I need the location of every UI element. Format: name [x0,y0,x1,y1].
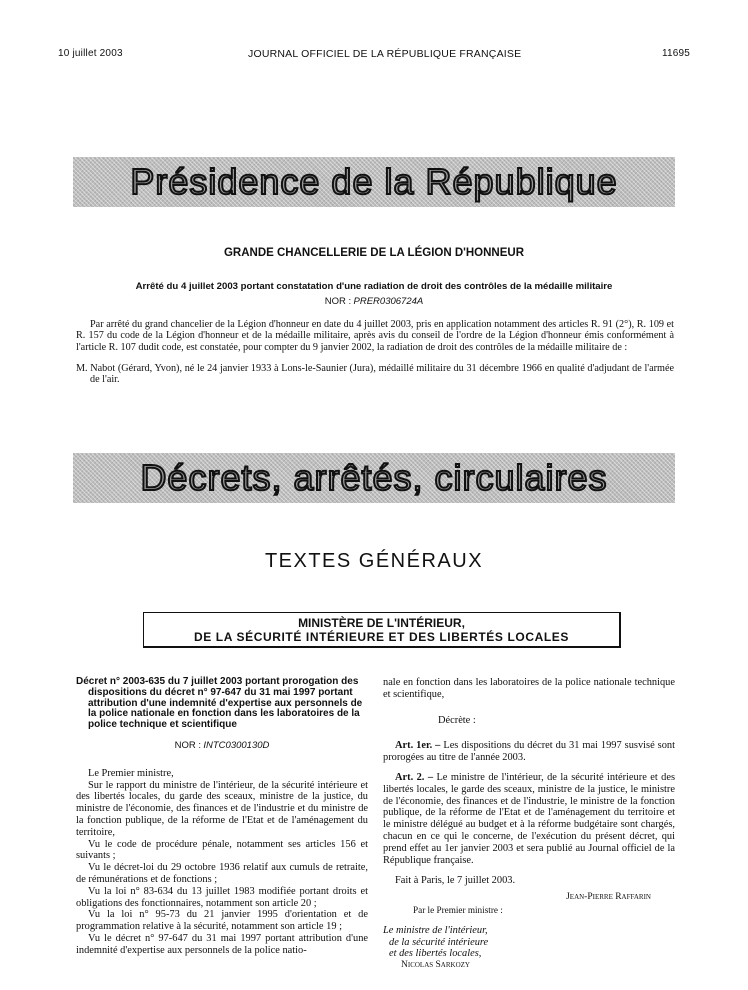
chancellerie-heading: GRANDE CHANCELLERIE DE LA LÉGION D'HONNEUR [223,247,525,259]
decret-nor [76,740,368,753]
arrete-body-person: M. Nabot (Gérard, Yvon), né le 24 janvier 1933 à Lons-le-Saunier (Jura), médaillé militaire du 31 décembre 1966 en qualité d'adjudant de l'armée de l'air. [76,363,674,386]
band-title-presidence: Présidence de la République [130,161,618,202]
article-1 [383,740,675,764]
par-le-premier-ministre: Par le Premier ministre : [413,904,503,915]
minister-title-line-1: Le ministre de l'intérieur, [383,924,488,936]
article-2-label: Art. 2. – [395,771,434,783]
arrete-title: Arrêté du 4 juillet 2003 portant constatation d'une radiation de droit des contrôles de la médaille militaire [135,281,613,292]
article-1-label: Art. 1er. – [395,740,441,752]
article-2-text: Le ministre de l'intérieur, de la sécurité intérieure et des libertés locales, le garde des sceaux, ministre de la justice, le ministre de l'économie, des finances et de l'industrie, le ministre de la fonction publique, de la réforme de l'Etat et de l'aménagement du territoire et le ministre délégué au budget et à la réforme budgétaire sont chargés, chacun en ce qui le concerne, de l'exécution du présent décret, qui prend effet au 1er janvier 2003 et sera publié au Journal officiel de la République française. [383,771,675,866]
decret-nor-value: INTC0300130D [203,739,270,751]
visa-paragraph: Vu le décret-loi du 29 octobre 1936 relatif aux cumuls de retraite, de rémunérations et de fonctions ; [76,862,368,885]
visa-paragraph: Vu la loi n° 95-73 du 21 janvier 1995 d'orientation et de programmation relative à la sécurité, notamment son article 19 ; [76,909,368,933]
section-band-presidence [73,157,675,207]
header-page-number: 11695 [662,48,691,59]
right-column [383,677,675,972]
minister-name: Nicolas Sarkozy [401,960,470,971]
arrete-nor [0,296,748,307]
minister-title-line-3: et des libertés locales, [389,948,482,960]
visa-paragraph: Sur le rapport du ministre de l'intérieur, de la sécurité intérieure et des libertés locales, du garde des sceaux, ministre de la justice, du ministre de l'économie, des finances et de l'industrie et du ministre de la fonction publique, de la réforme de l'Etat et de l'aménagement du territoire, [76,779,368,838]
visa-paragraph: Vu la loi n° 83-634 du 13 juillet 1983 modifiée portant droits et obligations des fonctionnaires, notamment son article 20 ; [76,885,368,909]
visa-continuation: nale en fonction dans les laboratoires de la police nationale technique et scientifique, [383,677,675,700]
signatory-name: Jean-Pierre Raffarin [566,892,651,903]
arrete-body-paragraph: Par arrêté du grand chancelier de la Légion d'honneur en date du 4 juillet 2003, pris en application notamment des articles R. 91 (2°), R. 109 et R. 157 du code de la Légion d'honneur et de la médaille militaire, après avis du conseil de l'ordre de la Légion d'honneur émis conformément à l'article R. 107 dudit code, est constatée, pour compter du 9 janvier 2002, la radiation de droit des contrôles de la médaille militaire de : [76,319,674,353]
visa-paragraph: Vu le décret n° 97-647 du 31 mai 1997 portant attribution d'une indemnité d'expertise aux personnels de la police natio- [76,932,368,956]
nor-label: NOR : [324,296,352,307]
left-column [76,677,368,957]
decret-nor-label: NOR : [174,739,201,751]
section-band-decrets [73,453,675,503]
decret-visas [76,768,368,957]
visa-paragraph: Le Premier ministre, [88,767,174,779]
fait-a-paris: Fait à Paris, le 7 juillet 2003. [395,875,516,887]
band-title-decrets: Décrets, arrêtés, circulaires [140,457,608,498]
minister-title-line-2: de la sécurité intérieure [389,936,489,948]
decret-title: Décret n° 2003-635 du 7 juillet 2003 portant prorogation des dispositions du décret n° 97-647 du 31 mai 1997 portant attribution d'une indemnité d'expertise aux personnels de la police nationale en fonction dans les laboratoires de la police technique et scientifique [76,676,363,731]
ministry-box [143,612,621,648]
ministry-line-2: DE LA SÉCURITÉ INTÉRIEURE ET DES LIBERTÉS LOCALES [194,630,569,644]
decrete: Décrète : [438,714,476,726]
section-title: TEXTES GÉNÉRAUX [264,550,484,572]
visa-paragraph: Vu le code de procédure pénale, notamment ses articles 156 et suivants ; [76,838,368,862]
header-journal: JOURNAL OFFICIEL DE LA RÉPUBLIQUE FRANÇAISE [248,48,522,60]
ministry-line-1: MINISTÈRE DE L'INTÉRIEUR, [298,616,465,630]
header-date: 10 juillet 2003 [58,48,123,59]
article-1-text: Les dispositions du décret du 31 mai 1997 susvisé sont prorogées au titre de l'année 2003. [383,740,675,764]
nor-value: PRER0306724A [353,296,424,307]
article-2 [383,772,675,866]
